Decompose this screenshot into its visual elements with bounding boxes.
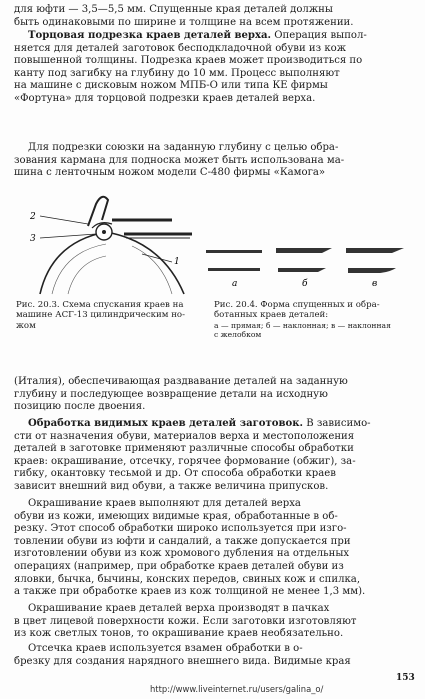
text-line: сти от назначения обуви, материалов верха и местоположения [14, 430, 355, 442]
figure-edge-shapes [204, 240, 414, 295]
figure-caption-20-4 [214, 300, 391, 339]
figure-label: 2 [30, 212, 36, 222]
figure-caption-20-3 [16, 300, 185, 331]
text-line: яловки, бычка, бычины, конских передов, свиных кож и спилка, [14, 573, 361, 585]
caption-line: ботанных краев деталей: [214, 310, 329, 321]
text-line: брезку для создания нарядного внешнего вида. Видимые края [14, 655, 351, 667]
text-line: глубину и последующее возвращение детали на исходную [14, 388, 328, 400]
text-line: краев: окрашивание, отсечку, горячее формование (обжиг), за- [14, 455, 356, 467]
figure-label: 1 [174, 257, 180, 267]
caption-line: машине АСГ-13 цилиндрическим но- [16, 310, 186, 321]
page-number: 153 [396, 673, 415, 683]
text-run: Операция выпол- [271, 30, 367, 41]
text-line: изготовлении обуви из кож хромового дубления на отдельных [14, 548, 350, 560]
text-line: (Италия), обеспечивающая раздвавание деталей на заданную [14, 376, 348, 387]
text-line: из кож светлых тонов, то окрашивание краев необязательно. [14, 628, 344, 640]
text-line: Окрашивание краев деталей верха производят в пачках [28, 603, 330, 614]
source-url: http://www.liveinternet.ru/users/galina_o/ [150, 684, 324, 694]
text-line: Для подрезки союзки на заданную глубину с целью обра- [28, 142, 339, 153]
paragraph-painting [14, 498, 412, 599]
paragraph-cut [14, 643, 412, 668]
section-heading: Торцовая подрезка краев деталей верха. [28, 30, 272, 41]
caption-legend-line: с желобком [214, 329, 262, 339]
text-line: в цвет лицевой поверхности кожи. Если заготовки изготовляют [14, 615, 357, 627]
text-line: товлении обуви из юфти и сандалий, а также допускается при [14, 535, 351, 547]
text-line: для юфти — 3,5—5,5 мм. Спущенные края деталей должны [14, 4, 333, 15]
text-line: а также при обработке краев из кож толщиной не менее 1,3 мм). [14, 586, 366, 598]
text-line [14, 418, 412, 431]
text-line: обуви из кожи, имеющих видимые края, обработанные в об- [14, 510, 338, 522]
text-line: быть одинаковыми по ширине и толщине на всем протяжении. [14, 16, 354, 28]
text-line: Отсечка краев используется взамен обработки в о- [28, 643, 303, 654]
figure-label: 3 [30, 234, 36, 244]
figure-skiving-scheme [22, 190, 212, 295]
paragraph-top [14, 4, 412, 29]
text-line: гибку, окантовку тесьмой и др. От способа обработки краев [14, 468, 336, 480]
caption-legend-line: а — прямая; б — наклонная; в — наклонная [214, 320, 391, 330]
text-line: няется для деталей заготовок бесподкладочной обуви из кож [14, 42, 347, 54]
paragraph-painting-2 [14, 603, 412, 641]
caption-line: Рис. 20.3. Схема спускания краев на [16, 300, 184, 310]
paragraph-pocket [14, 142, 412, 180]
figure-label: б [302, 279, 308, 289]
section-heading: Обработка видимых краев деталей заготовок. [28, 418, 304, 429]
caption-line: Рис. 20.4. Форма спущенных и обра- [214, 300, 380, 310]
text-run: В зависимо- [303, 418, 371, 429]
edge-shapes-drawing [204, 240, 414, 295]
text-line: зависит внешний вид обуви, а также величина припусков. [14, 480, 329, 492]
skiving-machine-drawing [22, 190, 212, 295]
text-line: деталей в заготовке применяют различные способы обработки [14, 443, 354, 455]
paragraph-italy [14, 376, 412, 414]
text-line: позицию после двоения. [14, 401, 146, 413]
text-line: зования кармана для подноска может быть использована ма- [14, 154, 345, 166]
text-line: Окрашивание краев выполняют для деталей верха [28, 498, 301, 509]
figure-label: в [372, 279, 378, 289]
text-line: канту под загибку на глубину до 10 мм. Процесс выполняют [14, 67, 340, 79]
text-line: на машине с дисковым ножом МПБ-О или типа КЕ фирмы [14, 80, 328, 92]
text-line: операциях (например, при обработке краев деталей обуви из [14, 560, 344, 572]
figure-label: а [232, 279, 238, 289]
text-line [14, 30, 412, 43]
paragraph-visible-edges [14, 418, 412, 494]
caption-line: жом [16, 320, 36, 331]
text-line: шина с ленточным ножом модели С-480 фирмы «Камога» [14, 167, 326, 179]
text-line: резку. Этот способ обработки широко используется при изго- [14, 523, 347, 535]
paragraph-torc [14, 30, 412, 106]
text-line: «Фортуна» для торцовой подрезки краев деталей верха. [14, 92, 316, 104]
text-line: повышенной толщины. Подрезка краев может производиться по [14, 55, 363, 67]
